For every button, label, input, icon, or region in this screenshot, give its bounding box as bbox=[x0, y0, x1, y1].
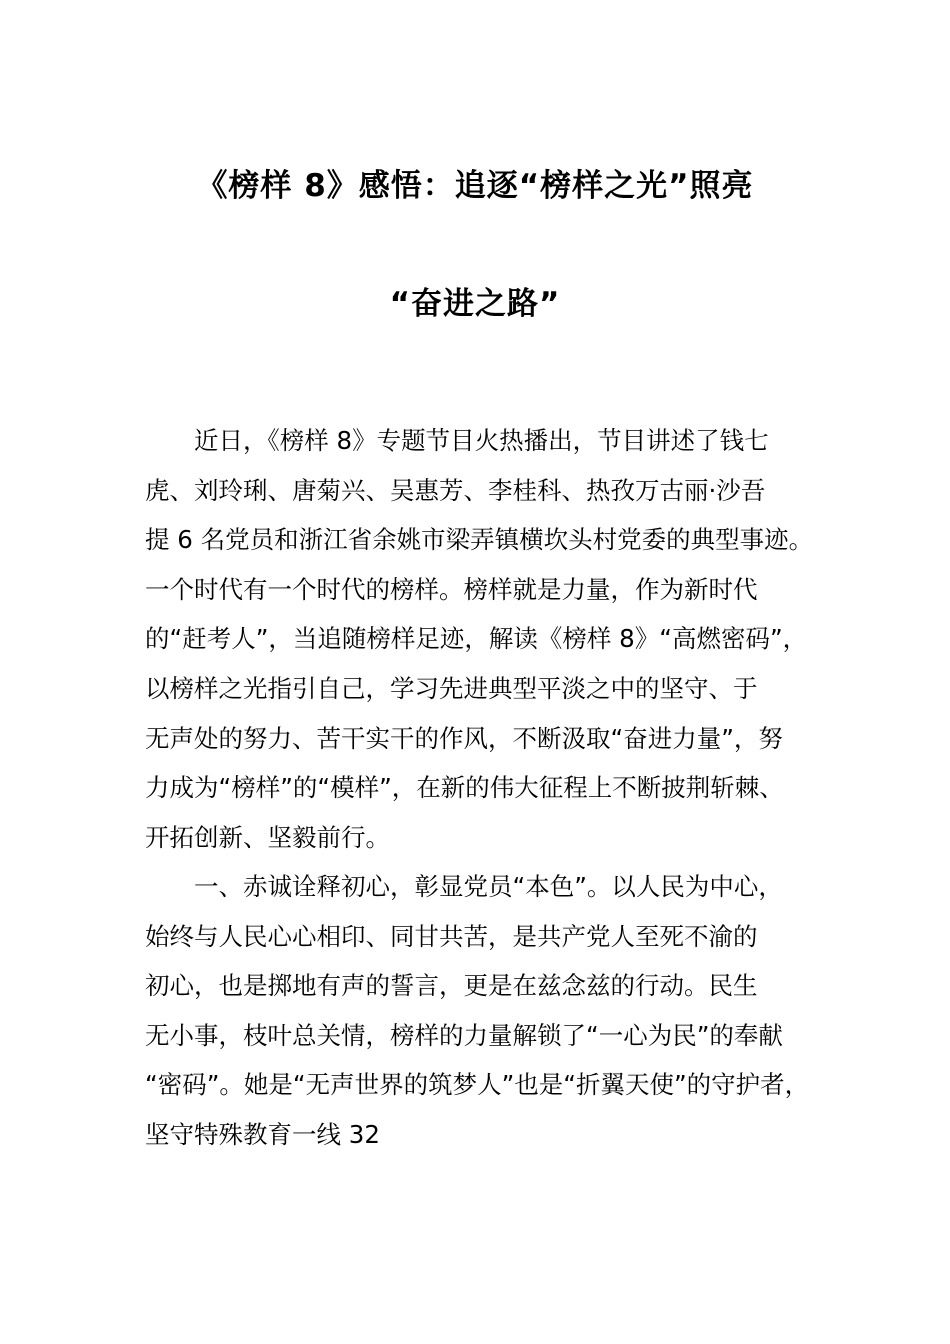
paragraph-line: 的“赶考人”，当追随榜样足迹，解读《榜样 8》“高燃密码”， bbox=[145, 624, 808, 654]
paragraph-line: 力成为“榜样”的“模样”，在新的伟大征程上不断披荆斩棘、 bbox=[145, 773, 784, 803]
paragraph-line: 一个时代有一个时代的榜样。榜样就是力量，作为新时代 bbox=[145, 574, 758, 604]
paragraph-line: 虎、刘玲琍、唐菊兴、吴惠芳、李桂科、热孜万古丽·沙吾 bbox=[145, 475, 766, 505]
paragraph-line: 提 6 名党员和浙江省余姚市梁弄镇横坎头村党委的典型事迹。 bbox=[145, 525, 814, 555]
paragraph-line: “密码”。她是“无声世界的筑梦人”也是“折翼天使”的守护者， bbox=[145, 1070, 810, 1100]
paragraph-line: 坚守特殊教育一线 32 bbox=[145, 1119, 380, 1149]
paragraph-line: 无小事，枝叶总关情，榜样的力量解锁了“一心为民”的奉献 bbox=[145, 1020, 783, 1050]
paragraph-line: 以榜样之光指引自己，学习先进典型平淡之中的坚守、于 bbox=[145, 673, 758, 703]
document-title-line-1: 《榜样 8》感悟：追逐“榜样之光”照亮 bbox=[196, 168, 754, 204]
paragraph-line: 开拓创新、坚毅前行。 bbox=[145, 822, 390, 852]
paragraph-line: 近日，《榜样 8》专题节目火热播出，节目讲述了钱七 bbox=[194, 426, 769, 455]
paragraph-line: 无声处的努力、苦干实干的作风，不断汲取“奋进力量”，努 bbox=[145, 723, 783, 753]
paragraph-intro bbox=[145, 416, 835, 862]
document-title-line-2: “奋进之路” bbox=[389, 286, 561, 322]
paragraph-line: 初心，也是掷地有声的誓言，更是在兹念兹的行动。民生 bbox=[145, 971, 758, 1001]
paragraph-section-one bbox=[145, 862, 835, 1160]
paragraph-line: 一、赤诚诠释初心，彰显党员“本色”。以人民为中心， bbox=[194, 872, 783, 901]
paragraph-line: 始终与人民心心相印、同甘共苦，是共产党人至死不渝的 bbox=[145, 921, 758, 951]
